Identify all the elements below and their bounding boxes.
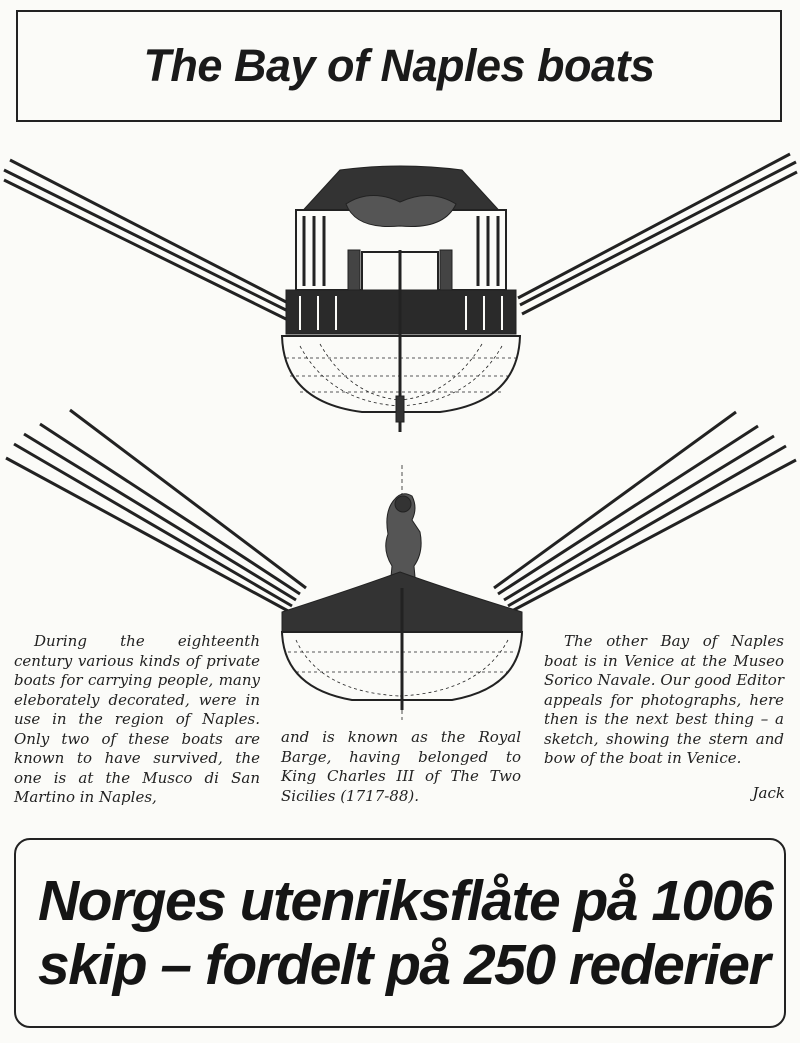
article-column-3: The other Bay of Naples boat is in Venice at the Museo Sorico Navale. Our good Editor appeals for photographs, here then is the next best thing – a sketch, showing the stern and bow of the boat in Venice. <box>544 632 784 767</box>
headline-line-2: skip – fordelt på 250 rederier <box>38 933 770 997</box>
headline-line-1: Norges utenriksflåte på 1006 <box>38 869 773 933</box>
page-title: The Bay of Naples boats <box>143 40 655 91</box>
article-column-1: During the eighteenth century various kinds of private boats for carrying people, many eleborately decorated, were in use in the region of Naples. Only two of these boats are known to have survived, the one is at the Musco di San Martino in Naples, <box>14 632 260 806</box>
title-box <box>16 10 782 122</box>
headline-box <box>14 838 786 1028</box>
bow-hull <box>282 572 522 710</box>
article-column-2: and is known as the Royal Barge, having belonged to King Charles III of The Two Sicilies (1717-88). <box>281 728 521 805</box>
author-signature: Jack <box>752 784 785 802</box>
